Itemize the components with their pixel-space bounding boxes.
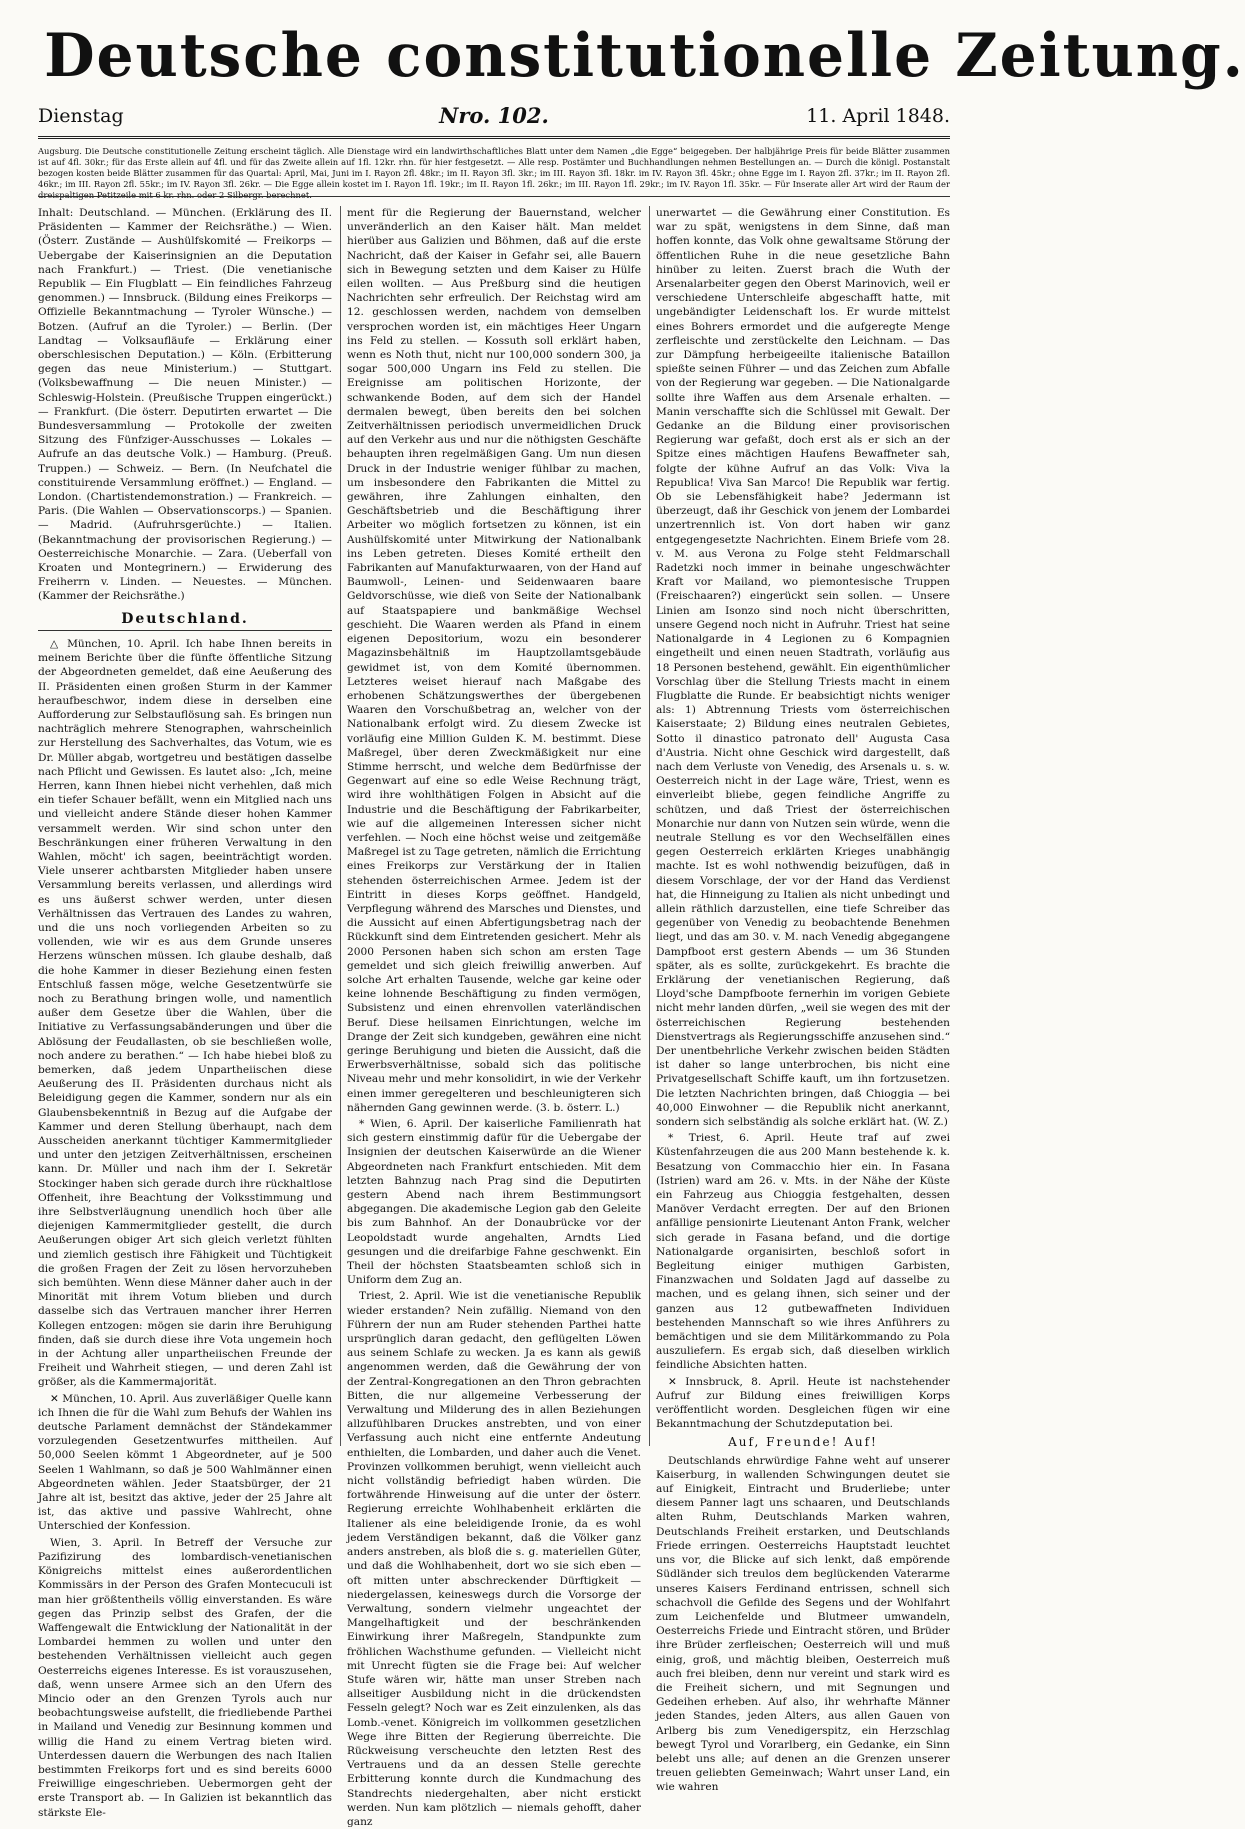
column-1: [38, 206, 332, 1819]
column-divider: [340, 206, 341, 1446]
article-paragraph: △ München, 10. April. Ich habe Ihnen bereits in meinem Berichte über die fünfte öffentliche Sitzung der Abgeordneten gemeldet, daß eine Aeußerung des II. Präsidenten einen großen Sturm in der Kammer heraufbeschwor, indem diese in derselben eine Aufforderung zur Selbstauflösung sah. Es bringen nun nachträglich mehrere Stenographen, wahrscheinlich zur Herstellung des Sachverhaltes, das Votum, wie es Dr. Müller abgab, wortgetreu und bestätigen dasselbe nach Pflicht und Gewissen. Es lautet also: „Ich, meine Herren, kann Ihnen hiebei nicht verhehlen, daß mich ein tiefer Schauer befällt, wenn ein Mitglied nach uns und vielleicht andere Stände dieser hohen Kammer versammelt werden. Wir sind schon unter den Beschränkungen einer früheren Verwaltung in den Wahlen, möcht' ich sagen, beeinträchtigt worden. Viele unserer achtbarsten Mitglieder haben unsere Versammlung bereits verlassen, und allerdings wird es uns äußerst schwer werden, unter diesen Verhältnissen das Vertrauen des Landes zu wahren, und die uns noch vorliegenden Arbeiten so zu vollenden, wie wir es aus dem Grunde unseres Herzens wünschen müssen. Ich glaube deshalb, daß die hohe Kammer in dieser Beziehung einen festen Entschluß fassen möge, welche Gesetzentwürfe sie noch zu Berathung bringen wolle, und namentlich außer dem Gesetze über die Wahlen, über die Initiative zu Verfassungsabänderungen und über die Ablösung der Feudallasten, ob sie beschließen wolle, noch andere zu berathen.“ — Ich habe hiebei bloß zu bemerken, daß jedem Unpartheiischen diese Aeußerung des II. Präsidenten durchaus nicht als Beleidigung gegen die Kammer, sondern nur als ein Glaubensbekenntniß in Bezug auf die Aufgabe der Kammer und deren Stellung überhaupt, nach dem Ausscheiden anerkannt tüchtiger Kammermitglieder und unter den jetzigen Zeitverhältnissen, erscheinen kann. Dr. Müller und nach ihm der I. Sekretär Stockinger haben sich gerade durch ihre rückhaltlose Offenheit, ihre Beachtung der Volksstimmung und ihre Selbstverläugnung unendlich hoch über alle diejenigen Kammermitglieder gestellt, die durch Aeußerungen obiger Art sich gleich verletzt fühlten und ziemlich gestisch ihre Fähigkeit und Tüchtigkeit die großen Fragen der Zeit zu lösen hervorzuheben sich bemühten. Wenn diese Männer daher auch in der Minorität mit ihrem Votum blieben und durch dasselbe sich das Vertrauen mancher ihrer Herren Kollegen entzogen: mögen sie darin ihre Beruhigung finden, daß sie durch diese ihre Vota ungemein hoch in der Achtung aller unpartheiischen Freunde der Freiheit und Wahrheit stiegen, — und deren Zahl ist größer, als die Kammermajorität.: [38, 637, 332, 1389]
column-divider: [649, 206, 650, 1446]
article-paragraph: ✕ München, 10. April. Aus zuverläßiger Quelle kann ich Ihnen die für die Wahl zum Behufs der Wahlen ins deutsche Parlament demnächst der Ständekammer vorzulegenden Gesetzentwurfes mittheilen. Auf 50,000 Seelen kömmt 1 Abgeordneter, auf je 500 Seelen 1 Wahlmann, so daß je 500 Wahlmänner einen Abgeordneten wählen. Jeder Staatsbürger, der 21 Jahre alt ist, besitzt das aktive, jeder der 25 Jahre alt ist, das aktive und passive Wahlrecht, ohne Unterschied der Konfession.: [38, 1392, 332, 1533]
issue-number: Nro. 102.: [439, 103, 549, 128]
subscription-note: Augsburg. Die Deutsche constitutionelle Zeitung erscheint täglich. Alle Dienstage wird ein landwirthschaftliches Blatt unter dem Namen „die Egge“ beigegeben. Der halbjährige Preis für beide Blätter zusammen ist auf 4fl. 30kr.; für das Erste allein auf 4fl. und für das Zweite allein auf 1fl. 12kr. rhn. für hier festgesetzt. — Alle resp. Postämter und Buchhandlungen nehmen Bestellungen an. — Durch die königl. Postanstalt bezogen kosten beide Blätter zusammen für das Quartal: April, Mai, Juni im I. Rayon 2fl. 48kr.; im II. Rayon 3fl. 3kr.; im III. Rayon 3fl. 18kr. im IV. Rayon 3fl. 45kr.; ohne Egge im I. Rayon 2fl. 37kr.; im II. Rayon 2fl. 46kr.; im III. Rayon 2fl. 55kr.; im IV. Rayon 3fl. 26kr. — Die Egge allein kostet im I. Rayon 1fl. 19kr.; im II. Rayon 1fl. 26kr.; im III. Rayon 1fl. 29kr.; im IV. Rayon 1fl. 35kr. — Für Inserate aller Art wird der Raum der dreispaltigen Petitzeile mit 6 kr. rhn. oder 2 Silbergr. berechnet.: [38, 146, 950, 200]
appeal-heading: Auf, Freunde! Auf!: [728, 1435, 878, 1450]
header-rule: [38, 136, 950, 139]
table-of-contents: Inhalt: Deutschland. — München. (Erklärung des II. Präsidenten — Kammer der Reichsräthe.) — Wien. (Österr. Zustände — Aushülfskomité — Freikorps — Uebergabe der Kaiserinsignien an die Deputation nach Frankfurt.) — Triest. (Die venetianische Republik — Ein Flugblatt — Ein feindliches Fahrzeug genommen.) — Innsbruck. (Bildung eines Freikorps — Offizielle Bekanntmachung — Tyroler Wünsche.) — Botzen. (Aufruf an die Tyroler.) — Berlin. (Der Landtag — Volksaufläufe — Erklärung einer oberschlesischen Deputation.) — Köln. (Erbitterung gegen das neue Ministerium.) — Stuttgart. (Volksbewaffnung — Die neuen Minister.) — Schleswig-Holstein. (Preußische Truppen eingerückt.) — Frankfurt. (Die österr. Deputirten erwartet — Die Bundesversammlung — Protokolle der zweiten Sitzung des Fünfziger-Ausschusses — Lokales — Aufrufe an das deutsche Volk.) — Hamburg. (Preuß. Truppen.) — Schweiz. — Bern. (In Neufchatel die constituirende Versammlung eröffnet.) — England. — London. (Chartistendemonstration.) — Frankreich. — Paris. (Die Wahlen — Observationscorps.) — Spanien. — Madrid. (Aufruhrsgerüchte.) — Italien. (Bekanntmachung der provisorischen Regierung.) — Oesterreichische Monarchie. — Zara. (Ueberfall von Kroaten und Montegrinern.) — Erwiderung des Freiherrn v. Linden. — Neuestes. — München. (Kammer der Reichsräthe.): [38, 207, 332, 603]
article-paragraph: ment für die Regierung der Bauernstand, welcher unveränderlich an den Kaiser hält. Man meldet hierüber aus Galizien und Böhmen, daß auf die erste Nachricht, daß der Kaiser in Gefahr sei, alle Bauern sich in Bewegung setzten und dem Kaiser zu Hülfe eilen wollten. — Aus Preßburg sind die heutigen Nachrichten sehr erfreulich. Der Reichstag wird am 12. geschlossen werden, nachdem von demselben versprochen worden ist, ein mächtiges Heer Ungarn ins Feld zu stellen. — Kossuth soll erklärt haben, wenn es Noth thut, nicht nur 100,000 sondern 300, ja sogar 500,000 Ungarn ins Feld zu stellen. Die Ereignisse am politischen Horizonte, der schwankende Boden, auf dem sich der Handel dermalen bewegt, üben bereits den bei solchen Zeitverhältnissen periodisch unvermeidlichen Druck auf den Verkehr aus und nur die nöthigsten Geschäfte behaupten ihren regelmäßigen Gang. Um nun diesen Druck in der Industrie weniger fühlbar zu machen, um insbesondere den Fabrikanten die Mittel zu gewähren, ihre Zahlungen einhalten, den Geschäftsbetrieb und die Beschäftigung ihrer Arbeiter wo möglich fortsetzen zu können, ist ein Aushülfskomité unter Mitwirkung der Nationalbank ins Leben getreten. Dieses Komité ertheilt den Fabrikanten auf Manufakturwaaren, von der Hand auf Baumwoll-, Leinen- und Seidenwaaren baare Geldvorschüsse, wie dieß von Seite der Nationalbank auf Staatspapiere und bankmäßige Wechsel geschieht. Die Waaren werden als Pfand in einem eigenen Depositorium, wozu ein besonderer Magazinsbehältniß im Hauptzollamtsgebäude gewidmet ist, von dem Komité übernommen. Letzteres weiset hierauf nach Maßgabe des erhobenen Schätzungswerthes der übergebenen Waaren den Vorschußbetrag an, welcher von der Nationalbank erfolgt wird. Zu diesem Zwecke ist vorläufig eine Million Gulden K. M. bestimmt. Diese Maßregel, über deren Zweckmäßigkeit nur eine Stimme herrscht, und welche dem Bedürfnisse der Gegenwart auf eine so edle Weise Rechnung trägt, wird ihre wohlthätigen Folgen in Absicht auf die Industrie und die Beschäftigung der Fabrikarbeiter, wie auf die allgemeinen Interessen sicher nicht verfehlen. — Noch eine höchst weise und zeitgemäße Maßregel ist zu Tage getreten, nämlich die Errichtung eines Freikorps zur Verstärkung der in Italien stehenden österreichischen Armee. Jedem ist der Eintritt in dieses Korps geöffnet. Handgeld, Verpflegung während des Marsches und Dienstes, und die Aussicht auf einen Abfertigungsbetrag nach der Rückkunft sind dem Eintretenden gesichert. Mehr als 2000 Personen haben sich schon am ersten Tage gemeldet und sich gleich freiwillig anwerben. Auf solche Art erhalten Tausende, welche gar keine oder keine lohnende Beschäftigung zu finden vermögen, Subsistenz und einen ehrenvollen vaterländischen Beruf. Diese heilsamen Einrichtungen, welche im Drange der Zeit sich kundgeben, gewähren eine nicht geringe Beruhigung und bieten die Aussicht, daß die Erwerbsverhältnisse, sobald sich das politische Niveau mehr und mehr konsolidirt, in wie der Verkehr einen immer geregelteren und beschleunigteren sich nähernden Gang gewinnen werde. (3. b. österr. L.): [347, 207, 641, 1114]
column-2: [347, 206, 641, 1828]
dateline: [38, 100, 950, 132]
article-paragraph: ✕ Innsbruck, 8. April. Heute ist nachstehender Aufruf zur Bildung eines freiwilligen Korps veröffentlicht worden. Desgleichen fügen wir eine Bekanntmachung der Schutzdeputation bei.: [656, 1375, 950, 1431]
masthead-title: Deutsche constitutionelle Zeitung.: [44, 21, 1245, 91]
article-paragraph: unerwartet — die Gewährung einer Constitution. Es war zu spät, wenigstens in dem Sinne, daß man hoffen konnte, das Volk ohne gewaltsame Störung der öffentlichen Ruhe in die neue gesetzliche Bahn hinüber zu leiten. Zuerst brach die Wuth der Arsenalarbeiter gegen den Oberst Marinovich, weil er verschiedene Unterschleife abgeschafft hatte, mit ungebändigter Leidenschaft los. Er wurde mittelst eines Bohrers ermordet und die aufgeregte Menge zerfleischte und zerstückelte den Leichnam. — Das zur Dämpfung herbeigeeilte italienische Bataillon spießte seinen Führer — und das Zeichen zum Abfalle von der Regierung war gegeben. — Die Nationalgarde sollte ihre Waffen aus dem Arsenale erhalten. — Manin verschaffte sich die Schlüssel mit Gewalt. Der Gedanke an die Bildung einer provisorischen Regierung war gefaßt, doch erst als er sich an der Spitze eines mächtigen Haufens Bewaffneter sah, folgte der kühne Aufruf an das Volk: Viva la Republica! Viva San Marco! Die Republik war fertig. Ob sie Lebensfähigkeit habe? Jedermann ist überzeugt, daß ihr Geschick von jenem der Lombardei unzertrennlich ist. Von dort haben wir ganz entgegengesetzte Nachrichten. Einem Briefe vom 28. v. M. aus Verona zu Folge steht Feldmarschall Radetzki noch immer in beinahe ungeschwächter Kraft vor Mailand, wo piemontesische Truppen (Freischaaren?) eingerückt sein sollen. — Unsere Linien am Isonzo sind noch nicht überschritten, unsere Gegend noch nicht in Aufruhr. Triest hat seine Nationalgarde in 4 Legionen zu 6 Kompagnien eingetheilt und einen neuen Stadtrath, vorläufig aus 18 Personen bestehend, gewählt. Ein eigenthümlicher Vorschlag über die Stellung Triests macht in einem Flugblatte die Runde. Er beabsichtigt nichts weniger als: 1) Abtrennung Triests vom österreichischen Kaiserstaate; 2) Bildung eines neutralen Gebietes, Sotto il dinastico patronato dell' Augusta Casa d'Austria. Nicht ohne Geschick wird dargestellt, daß nach dem Verluste von Venedig, des Arsenals u. s. w. Oesterreich nicht in der Lage wäre, Triest, wenn es einverleibt bliebe, gegen feindliche Angriffe zu schützen, und daß Triest der österreichischen Monarchie nur dann von Nutzen sein würde, wenn die neutrale Stellung es vor den Wechselfällen eines gegen Oesterreich erklärten Krieges unabhängig machte. Ist es wohl nothwendig beizufügen, daß in diesem Vorschlage, der vor der Hand das Verdienst hat, die Hinneigung zu Italien als nicht unbedingt und allein räthlich darzustellen, eine tiefe Schreiber das gegenüber von Venedig zu beobachtende Benehmen liegt, und das am 30. v. M. nach Venedig abgegangene Dampfboot erst gestern Abends — um 36 Stunden später, als es sollte, zurückgekehrt. Es brachte die Erklärung der venetianischen Regierung, daß Lloyd'sche Dampfboote fernerhin im vorigen Gebiete nicht mehr landen dürfen, „weil sie wegen des mit der österreichischen Regierung bestehenden Dienstvertrags als Regierungsschiffe anzusehen sind.“ Der unentbehrliche Verkehr zwischen beiden Städten ist daher so lange unterbrochen, bis nicht eine Privatgesellschaft Schiffe kauft, um ihn fortzusetzen. Die letzten Nachrichten bringen, daß Chioggia — bei 40,000 Einwohner — die Republik nicht anerkannt, sondern sich selbständig als solche erklärt hat. (W. Z.): [656, 207, 950, 1128]
issue-day: Dienstag: [38, 105, 124, 127]
appeal-text: Deutschlands ehrwürdige Fahne weht auf unserer Kaiserburg, in wallenden Schwingungen deutet sie auf Einigkeit, Eintracht und Bruderliebe; unter diesem Panner lagt uns schaaren, und Deutschlands alten Ruhm, Deutschlands Marken wahren, Deutschlands Freiheit erstarken, und Deutschlands Friede erringen. Oesterreichs Hauptstadt leuchtet uns vor, die Blicke auf sich lenkt, daß empörende Südländer sich treulos dem beglückenden Vaterarme unseres Kaisers Ferdinand entrissen, schnell sich schachvoll die Gefilde des Segens und der Wohlfahrt zum Leichenfelde und Blutmeer umwandeln, Oesterreichs Friede und Eintracht stören, und Brüder ihre Brüder zerfleischen; Oesterreich will und muß einig, groß, und mächtig bleiben, Oesterreich muß auch frei bleiben, denn nur vereint und stark wird es die Freiheit sichern, und mit Segnungen und Gedeihen erheben. Auf also, ihr wehrhafte Männer jeden Standes, jeden Alters, aus allen Gauen von Arlberg bis zum Venedigerspitz, ein Herzschlag bewegt Tyrol und Vorarlberg, ein Gedanke, ein Sinn belebt uns alle; auf denen an die Grenzen unserer treuen geliebten Gemeinwach; Wahrt unser Land, ein wie wahren: [656, 1454, 950, 1794]
column-top-rule: [38, 196, 950, 197]
article-paragraph: * Wien, 6. April. Der kaiserliche Familienrath hat sich gestern einstimmig dafür für die Uebergabe der Insignien der deutschen Kaiserwürde an die Wiener Abgeordneten nach Frankfurt entschieden. Mit dem letzten Bahnzug nach Prag sind die Deputirten gestern Abend nach ihrem Bestimmungsort abgegangen. Die akademische Legion gab den Geleite bis zum Bahnhof. An der Donaubrücke vor der Leopoldstadt wurde angehalten, Arndts Lied gesungen und die dreifarbige Fahne geschwenkt. Ein Theil der höchsten Staatsbeamten schloß sich in Uniform dem Zug an.: [347, 1118, 641, 1287]
article-paragraph: Wien, 3. April. In Betreff der Versuche zur Pazifizirung des lombardisch-venetianischen Königreichs mittelst eines außerordentlichen Kommissärs in der Person des Grafen Montecuculi ist man hier größtentheils völlig einverstanden. Es wäre gegen das Prinzip selbst des Grafen, der die Waffengewalt die Entwicklung der Nationalität in der Lombardei hemmen zu wollen und unter den bestehenden Verhältnissen vielleicht auch gegen Oesterreichs eigenes Interesse. Es ist vorauszusehen, daß, wenn unsere Armee sich an den Ufern des Mincio oder an den Grenzen Tyrols auch nur beobachtungsweise aufstellt, die friedliebende Parthei in Mailand und Venedig zur Besinnung kommen und willig die Hand zu einem Vertrag bieten wird. Unterdessen dauern die Werbungen des nach Italien bestimmten Freikorps fort und es sind bereits 6000 Freiwillige eingeschrieben. Uebermorgen geht der erste Transport ab. — In Galizien ist bekanntlich das stärkste Ele-: [38, 1536, 332, 1819]
article-paragraph: Triest, 2. April. Wie ist die venetianische Republik wieder erstanden? Nein zufällig. Niemand von den Führern der nun am Ruder stehenden Parthei hatte ursprünglich daran gedacht, den geflügelten Löwen aus seinem Schlafe zu wecken. Ja es kann als gewiß angenommen werden, daß die Gewährung der von der Zentral-Kongregationen an den Thron gebrachten Bitten, die nur allgemeine Verbesserung der Verwaltung und Milderung des in allen Beziehungen allzufühlbaren Druckes anstrebten, und von einer Verfassung auch nicht eine entfernte Andeutung enthielten, die Lombarden, und daher auch die Venet. Provinzen vollkommen beruhigt, wenn vielleicht auch nicht vollständig befriedigt haben würden. Die fortwährende Hinweisung auf die unter der österr. Regierung erreichte Wohlhabenheit erklärten die Italiener als eine beleidigende Ironie, da es wohl jedem Verständigen bekannt, daß die Völker ganz anders anstreben, als bloß die s. g. materiellen Güter, und daß die Wohlhabenheit, dort wo sie sich eben — oft mitten unter abschreckender Dürftigkeit — niedergelassen, keineswegs durch die Vorsorge der Verwaltung, sondern vielmehr ungeachtet der Mangelhaftigkeit und der beschränkenden Einwirkung ihrer Maßregeln, Standpunkte zum fröhlichen Wachsthume gefunden. — Vielleicht nicht mit Unrecht fügten sie die Frage bei: Auf welcher Stufe wären wir, hätte man unser Streben nach allseitiger Ausbildung nicht in die drückendsten Fesseln gelegt? Noch war es Zeit einzulenken, als das Lomb.-venet. Königreich im vollkommen gesetzlichen Wege ihre Bitten der Regierung überreichte. Die Rückweisung verscheuchte den letzten Rest des Vertrauens und da an dessen Stelle gerechte Erbitterung konnte durch die Kundmachung des Standrechts niedergehalten, aber nicht erstickt werden. Nun kam plötzlich — niemals gehofft, daher ganz: [347, 1290, 641, 1828]
column-3: [656, 206, 950, 1794]
article-paragraph: * Triest, 6. April. Heute traf auf zwei Küstenfahrzeugen die aus 200 Mann bestehende k. k. Besatzung von Commacchio hier ein. In Fasana (Istrien) ward am 26. v. Mts. in der Nähe der Küste ein Fahrzeug aus Chioggia festgehalten, dessen Manöver Verdacht erregten. Der auf den Brionen anfällige pensionirte Lieutenant Anton Frank, welcher sich gerade in Fasana befand, und die dortige Nationalgarde organisirten, beschloß sofort in Begleitung einiger muthigen Garbisten, Finanzwachen und Soldaten Jagd auf dasselbe zu machen, und es gelang ihnen, sich seiner und der ganzen aus 12 gutbewaffneten Individuen bestehenden Mannschaft so wie ihres Anführers zu bemächtigen und sie dem Militärkommando zu Pola auszuliefern. Es ergab sich, daß dieselben wirklich feindliche Absichten hatten.: [656, 1132, 950, 1372]
section-heading-deutschland: Deutschland.: [38, 612, 332, 631]
issue-date: 11. April 1848.: [806, 105, 950, 127]
